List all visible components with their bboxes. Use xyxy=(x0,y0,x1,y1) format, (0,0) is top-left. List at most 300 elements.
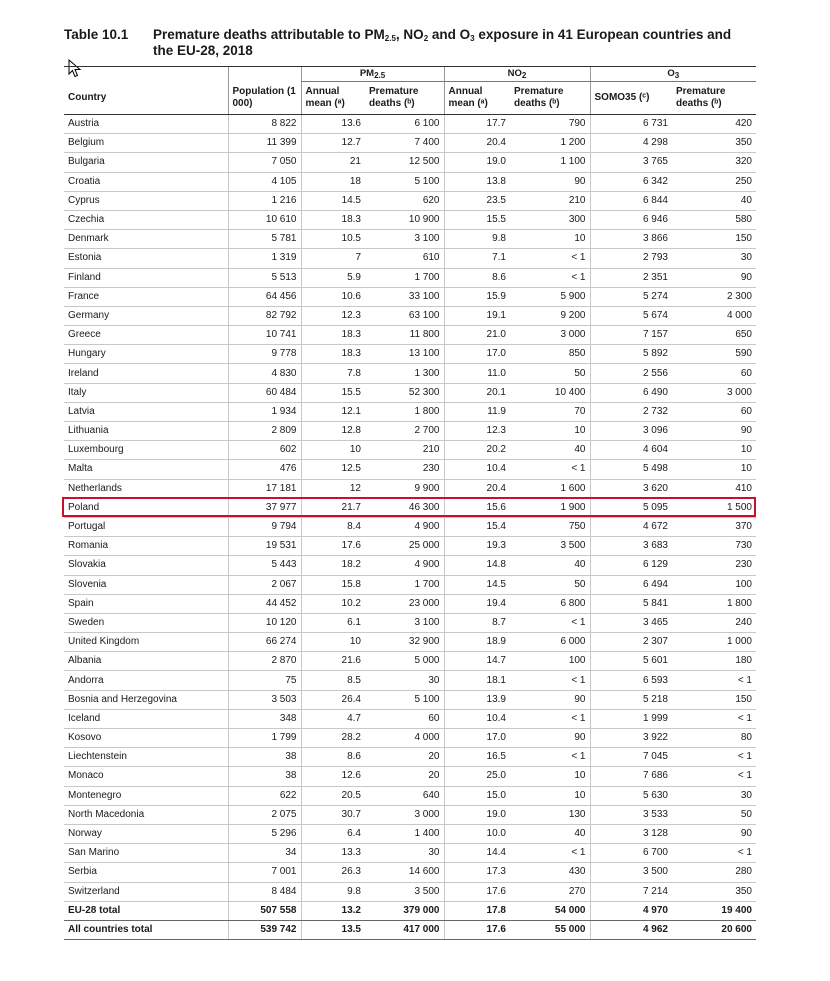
value-cell: 8.6 xyxy=(444,268,510,287)
value-cell: 26.4 xyxy=(301,690,365,709)
value-cell: 250 xyxy=(672,172,756,191)
value-cell: 4 962 xyxy=(590,920,672,939)
value-cell: 1 934 xyxy=(228,402,301,421)
value-cell: 5 443 xyxy=(228,556,301,575)
table-row xyxy=(64,441,756,460)
value-cell: 70 xyxy=(510,402,590,421)
country-cell: Poland xyxy=(64,498,228,517)
country-cell: Netherlands xyxy=(64,479,228,498)
value-cell: 150 xyxy=(672,690,756,709)
value-cell: 54 000 xyxy=(510,901,590,920)
table-row xyxy=(64,306,756,325)
value-cell: 1 200 xyxy=(510,134,590,153)
country-cell: Bosnia and Herzegovina xyxy=(64,690,228,709)
col-no-premature-deaths: Premature deaths (ᵇ) xyxy=(510,82,590,115)
value-cell: 19.1 xyxy=(444,306,510,325)
value-cell: 23.5 xyxy=(444,191,510,210)
value-cell: 417 000 xyxy=(365,920,444,939)
value-cell: 15.4 xyxy=(444,517,510,536)
country-cell: Switzerland xyxy=(64,882,228,901)
value-cell: 34 xyxy=(228,844,301,863)
value-cell: 5 100 xyxy=(365,690,444,709)
country-cell: Albania xyxy=(64,652,228,671)
table-row xyxy=(64,364,756,383)
value-cell: 90 xyxy=(510,729,590,748)
value-cell: 10 900 xyxy=(365,210,444,229)
table-row xyxy=(64,863,756,882)
value-cell: 20 xyxy=(365,767,444,786)
value-cell: 1 500 xyxy=(672,498,756,517)
value-cell: 590 xyxy=(672,345,756,364)
country-cell: Montenegro xyxy=(64,786,228,805)
value-cell: 6 490 xyxy=(590,383,672,402)
value-cell: 9.8 xyxy=(444,230,510,249)
value-cell: 21.0 xyxy=(444,326,510,345)
value-cell: 640 xyxy=(365,786,444,805)
value-cell: 17.0 xyxy=(444,345,510,364)
value-cell: 730 xyxy=(672,537,756,556)
value-cell: 10 610 xyxy=(228,210,301,229)
value-cell: 610 xyxy=(365,249,444,268)
value-cell: 3 128 xyxy=(590,824,672,843)
country-cell: Portugal xyxy=(64,517,228,536)
value-cell: 5 630 xyxy=(590,786,672,805)
value-cell: 8.4 xyxy=(301,517,365,536)
value-cell: 21.6 xyxy=(301,652,365,671)
value-cell: 5 781 xyxy=(228,230,301,249)
value-cell: 3 000 xyxy=(365,805,444,824)
value-cell: 4 970 xyxy=(590,901,672,920)
value-cell: 15.5 xyxy=(301,383,365,402)
value-cell: 90 xyxy=(672,824,756,843)
value-cell: 240 xyxy=(672,613,756,632)
value-cell: 7 400 xyxy=(365,134,444,153)
value-cell: 7.8 xyxy=(301,364,365,383)
value-cell: 20.4 xyxy=(444,134,510,153)
country-cell: Monaco xyxy=(64,767,228,786)
value-cell: 13.8 xyxy=(444,172,510,191)
value-cell: 40 xyxy=(510,441,590,460)
country-cell: Norway xyxy=(64,824,228,843)
value-cell: 2 556 xyxy=(590,364,672,383)
value-cell: 11.0 xyxy=(444,364,510,383)
value-cell: 10.4 xyxy=(444,709,510,728)
value-cell: 40 xyxy=(672,191,756,210)
value-cell: 32 900 xyxy=(365,633,444,652)
value-cell: 2 870 xyxy=(228,652,301,671)
country-cell: Cyprus xyxy=(64,191,228,210)
value-cell: 38 xyxy=(228,748,301,767)
value-cell: 5 892 xyxy=(590,345,672,364)
value-cell: 280 xyxy=(672,863,756,882)
value-cell: 10.0 xyxy=(444,824,510,843)
value-cell: 622 xyxy=(228,786,301,805)
value-cell: 410 xyxy=(672,479,756,498)
value-cell: 3 100 xyxy=(365,613,444,632)
value-cell: 6 129 xyxy=(590,556,672,575)
value-cell: 8.5 xyxy=(301,671,365,690)
value-cell: 60 xyxy=(672,402,756,421)
value-cell: 10 xyxy=(672,441,756,460)
value-cell: 3 000 xyxy=(672,383,756,402)
value-cell: 15.9 xyxy=(444,287,510,306)
table-row xyxy=(64,230,756,249)
value-cell: < 1 xyxy=(510,844,590,863)
header-group-row xyxy=(64,67,756,82)
total-row xyxy=(64,901,756,920)
country-cell: Finland xyxy=(64,268,228,287)
value-cell: 19.0 xyxy=(444,153,510,172)
value-cell: 10 400 xyxy=(510,383,590,402)
value-cell: 46 300 xyxy=(365,498,444,517)
value-cell: 4 105 xyxy=(228,172,301,191)
value-cell: 21 xyxy=(301,153,365,172)
value-cell: 348 xyxy=(228,709,301,728)
value-cell: 2 307 xyxy=(590,633,672,652)
value-cell: 3 533 xyxy=(590,805,672,824)
value-cell: 90 xyxy=(510,172,590,191)
value-cell: 19 531 xyxy=(228,537,301,556)
value-cell: 14.4 xyxy=(444,844,510,863)
value-cell: 14.7 xyxy=(444,652,510,671)
value-cell: < 1 xyxy=(672,709,756,728)
group-pm25: $PM_{2.5}$ xyxy=(301,67,444,82)
value-cell: 90 xyxy=(510,690,590,709)
table-row xyxy=(64,498,756,517)
value-cell: 5 274 xyxy=(590,287,672,306)
value-cell: 3 100 xyxy=(365,230,444,249)
value-cell: 21.7 xyxy=(301,498,365,517)
value-cell: 350 xyxy=(672,882,756,901)
table-row xyxy=(64,191,756,210)
value-cell: 10 xyxy=(510,786,590,805)
value-cell: 30 xyxy=(365,671,444,690)
value-cell: 14.5 xyxy=(444,575,510,594)
value-cell: 5 296 xyxy=(228,824,301,843)
value-cell: 3 866 xyxy=(590,230,672,249)
value-cell: 8 484 xyxy=(228,882,301,901)
value-cell: 17.3 xyxy=(444,863,510,882)
table-row xyxy=(64,671,756,690)
value-cell: 12.6 xyxy=(301,767,365,786)
value-cell: 790 xyxy=(510,115,590,134)
value-cell: 539 742 xyxy=(228,920,301,939)
col-no-annual-mean: Annual mean (ᵃ) xyxy=(444,82,510,115)
table-row xyxy=(64,172,756,191)
value-cell: 30 xyxy=(365,844,444,863)
value-cell: 52 300 xyxy=(365,383,444,402)
country-cell: Estonia xyxy=(64,249,228,268)
col-o3-premature-deaths: Premature deaths (ᵇ) xyxy=(672,82,756,115)
value-cell: 10 xyxy=(510,767,590,786)
value-cell: 1 319 xyxy=(228,249,301,268)
value-cell: 1 600 xyxy=(510,479,590,498)
table-row xyxy=(64,767,756,786)
value-cell: 320 xyxy=(672,153,756,172)
value-cell: 20.5 xyxy=(301,786,365,805)
country-cell: Bulgaria xyxy=(64,153,228,172)
value-cell: 507 558 xyxy=(228,901,301,920)
table-row xyxy=(64,748,756,767)
value-cell: 90 xyxy=(672,268,756,287)
value-cell: 50 xyxy=(510,575,590,594)
country-cell: Hungary xyxy=(64,345,228,364)
value-cell: 100 xyxy=(672,575,756,594)
value-cell: 17.6 xyxy=(301,537,365,556)
value-cell: 5 095 xyxy=(590,498,672,517)
value-cell: 14.5 xyxy=(301,191,365,210)
value-cell: 7.1 xyxy=(444,249,510,268)
value-cell: 2 809 xyxy=(228,422,301,441)
country-cell: Lithuania xyxy=(64,422,228,441)
value-cell: < 1 xyxy=(510,709,590,728)
table-row xyxy=(64,287,756,306)
table-row xyxy=(64,479,756,498)
value-cell: 4 830 xyxy=(228,364,301,383)
country-cell: United Kingdom xyxy=(64,633,228,652)
country-cell: Slovenia xyxy=(64,575,228,594)
value-cell: 18.2 xyxy=(301,556,365,575)
value-cell: 4 000 xyxy=(672,306,756,325)
value-cell: 14 600 xyxy=(365,863,444,882)
value-cell: < 1 xyxy=(672,748,756,767)
value-cell: 430 xyxy=(510,863,590,882)
value-cell: 270 xyxy=(510,882,590,901)
country-cell: Ireland xyxy=(64,364,228,383)
value-cell: 50 xyxy=(672,805,756,824)
value-cell: 1 700 xyxy=(365,268,444,287)
value-cell: 12.7 xyxy=(301,134,365,153)
value-cell: 7 157 xyxy=(590,326,672,345)
value-cell: 33 100 xyxy=(365,287,444,306)
value-cell: 4 000 xyxy=(365,729,444,748)
value-cell: 10 xyxy=(672,460,756,479)
value-cell: 3 765 xyxy=(590,153,672,172)
country-cell: Liechtenstein xyxy=(64,748,228,767)
value-cell: 13 100 xyxy=(365,345,444,364)
value-cell: 60 xyxy=(365,709,444,728)
value-cell: 19 400 xyxy=(672,901,756,920)
value-cell: 1 999 xyxy=(590,709,672,728)
value-cell: 4.7 xyxy=(301,709,365,728)
value-cell: 150 xyxy=(672,230,756,249)
value-cell: 15.6 xyxy=(444,498,510,517)
value-cell: 7 001 xyxy=(228,863,301,882)
value-cell: 25 000 xyxy=(365,537,444,556)
value-cell: 13.5 xyxy=(301,920,365,939)
table-row xyxy=(64,652,756,671)
table-row xyxy=(64,844,756,863)
value-cell: 15.0 xyxy=(444,786,510,805)
value-cell: < 1 xyxy=(510,671,590,690)
country-cell: Romania xyxy=(64,537,228,556)
country-cell: Slovakia xyxy=(64,556,228,575)
value-cell: 620 xyxy=(365,191,444,210)
value-cell: 30.7 xyxy=(301,805,365,824)
country-cell: Sweden xyxy=(64,613,228,632)
value-cell: 1 900 xyxy=(510,498,590,517)
country-cell: Malta xyxy=(64,460,228,479)
country-cell: Iceland xyxy=(64,709,228,728)
value-cell: 6 100 xyxy=(365,115,444,134)
country-cell: North Macedonia xyxy=(64,805,228,824)
value-cell: 750 xyxy=(510,517,590,536)
table-row xyxy=(64,210,756,229)
value-cell: 6 593 xyxy=(590,671,672,690)
table-row xyxy=(64,709,756,728)
value-cell: 2 351 xyxy=(590,268,672,287)
value-cell: 3 922 xyxy=(590,729,672,748)
value-cell: 30 xyxy=(672,786,756,805)
value-cell: 10 xyxy=(510,230,590,249)
value-cell: 38 xyxy=(228,767,301,786)
value-cell: 10.2 xyxy=(301,594,365,613)
value-cell: 7 xyxy=(301,249,365,268)
country-cell: Latvia xyxy=(64,402,228,421)
value-cell: 40 xyxy=(510,556,590,575)
table-row xyxy=(64,786,756,805)
value-cell: 1 300 xyxy=(365,364,444,383)
table-row xyxy=(64,824,756,843)
table-row xyxy=(64,633,756,652)
value-cell: 7 045 xyxy=(590,748,672,767)
country-cell: San Marino xyxy=(64,844,228,863)
value-cell: 12 xyxy=(301,479,365,498)
value-cell: 379 000 xyxy=(365,901,444,920)
table-row xyxy=(64,383,756,402)
value-cell: 12.1 xyxy=(301,402,365,421)
value-cell: 420 xyxy=(672,115,756,134)
value-cell: 1 700 xyxy=(365,575,444,594)
country-cell: Luxembourg xyxy=(64,441,228,460)
table-row xyxy=(64,613,756,632)
value-cell: < 1 xyxy=(672,671,756,690)
value-cell: 3 683 xyxy=(590,537,672,556)
country-cell: Kosovo xyxy=(64,729,228,748)
value-cell: 1 216 xyxy=(228,191,301,210)
country-cell: All countries total xyxy=(64,920,228,939)
value-cell: 9 794 xyxy=(228,517,301,536)
country-cell: Italy xyxy=(64,383,228,402)
country-cell: Germany xyxy=(64,306,228,325)
value-cell: 13.3 xyxy=(301,844,365,863)
value-cell: 17.7 xyxy=(444,115,510,134)
value-cell: 19.4 xyxy=(444,594,510,613)
value-cell: 5.9 xyxy=(301,268,365,287)
value-cell: 40 xyxy=(510,824,590,843)
value-cell: 230 xyxy=(365,460,444,479)
value-cell: 9 200 xyxy=(510,306,590,325)
value-cell: 15.8 xyxy=(301,575,365,594)
value-cell: < 1 xyxy=(510,613,590,632)
value-cell: 2 732 xyxy=(590,402,672,421)
value-cell: 9 778 xyxy=(228,345,301,364)
value-cell: 1 100 xyxy=(510,153,590,172)
value-cell: 1 000 xyxy=(672,633,756,652)
value-cell: 12 500 xyxy=(365,153,444,172)
value-cell: 6 800 xyxy=(510,594,590,613)
table-row xyxy=(64,402,756,421)
value-cell: 25.0 xyxy=(444,767,510,786)
value-cell: 5 513 xyxy=(228,268,301,287)
value-cell: 4 900 xyxy=(365,517,444,536)
value-cell: 13.6 xyxy=(301,115,365,134)
table-row xyxy=(64,345,756,364)
value-cell: 580 xyxy=(672,210,756,229)
value-cell: 7 214 xyxy=(590,882,672,901)
value-cell: 75 xyxy=(228,671,301,690)
value-cell: 3 620 xyxy=(590,479,672,498)
value-cell: 11.9 xyxy=(444,402,510,421)
value-cell: 4 298 xyxy=(590,134,672,153)
value-cell: 4 672 xyxy=(590,517,672,536)
value-cell: 13.9 xyxy=(444,690,510,709)
value-cell: 5 841 xyxy=(590,594,672,613)
value-cell: 10.4 xyxy=(444,460,510,479)
value-cell: 10 120 xyxy=(228,613,301,632)
value-cell: 6 844 xyxy=(590,191,672,210)
value-cell: 130 xyxy=(510,805,590,824)
country-cell: EU-28 total xyxy=(64,901,228,920)
group-o3: $O_3$ xyxy=(590,67,756,82)
value-cell: 15.5 xyxy=(444,210,510,229)
group-no2: $NO_2$ xyxy=(444,67,590,82)
value-cell: 8.7 xyxy=(444,613,510,632)
value-cell: 17.6 xyxy=(444,882,510,901)
value-cell: 20.2 xyxy=(444,441,510,460)
value-cell: < 1 xyxy=(672,767,756,786)
value-cell: 3 000 xyxy=(510,326,590,345)
table-row xyxy=(64,556,756,575)
country-cell: Czechia xyxy=(64,210,228,229)
value-cell: < 1 xyxy=(672,844,756,863)
table-row xyxy=(64,134,756,153)
table-row xyxy=(64,326,756,345)
table-row xyxy=(64,594,756,613)
value-cell: 210 xyxy=(365,441,444,460)
value-cell: 100 xyxy=(510,652,590,671)
value-cell: 370 xyxy=(672,517,756,536)
country-cell: Denmark xyxy=(64,230,228,249)
value-cell: 20.4 xyxy=(444,479,510,498)
value-cell: 26.3 xyxy=(301,863,365,882)
value-cell: 8.6 xyxy=(301,748,365,767)
value-cell: 50 xyxy=(510,364,590,383)
value-cell: 4 604 xyxy=(590,441,672,460)
table-row xyxy=(64,690,756,709)
col-pm-premature-deaths: Premature deaths (ᵇ) xyxy=(365,82,444,115)
country-cell: France xyxy=(64,287,228,306)
value-cell: 60 484 xyxy=(228,383,301,402)
value-cell: 10 741 xyxy=(228,326,301,345)
table-row xyxy=(64,729,756,748)
value-cell: 350 xyxy=(672,134,756,153)
value-cell: 2 075 xyxy=(228,805,301,824)
value-cell: 4 900 xyxy=(365,556,444,575)
value-cell: 3 500 xyxy=(590,863,672,882)
table-row xyxy=(64,537,756,556)
col-pm-annual-mean: Annual mean (ᵃ) xyxy=(301,82,365,115)
value-cell: 16.5 xyxy=(444,748,510,767)
value-cell: 5 498 xyxy=(590,460,672,479)
value-cell: 2 700 xyxy=(365,422,444,441)
value-cell: 9.8 xyxy=(301,882,365,901)
data-table xyxy=(64,66,756,940)
header-column-row xyxy=(64,82,756,115)
table-row xyxy=(64,268,756,287)
table-row xyxy=(64,882,756,901)
value-cell: 10 xyxy=(301,633,365,652)
